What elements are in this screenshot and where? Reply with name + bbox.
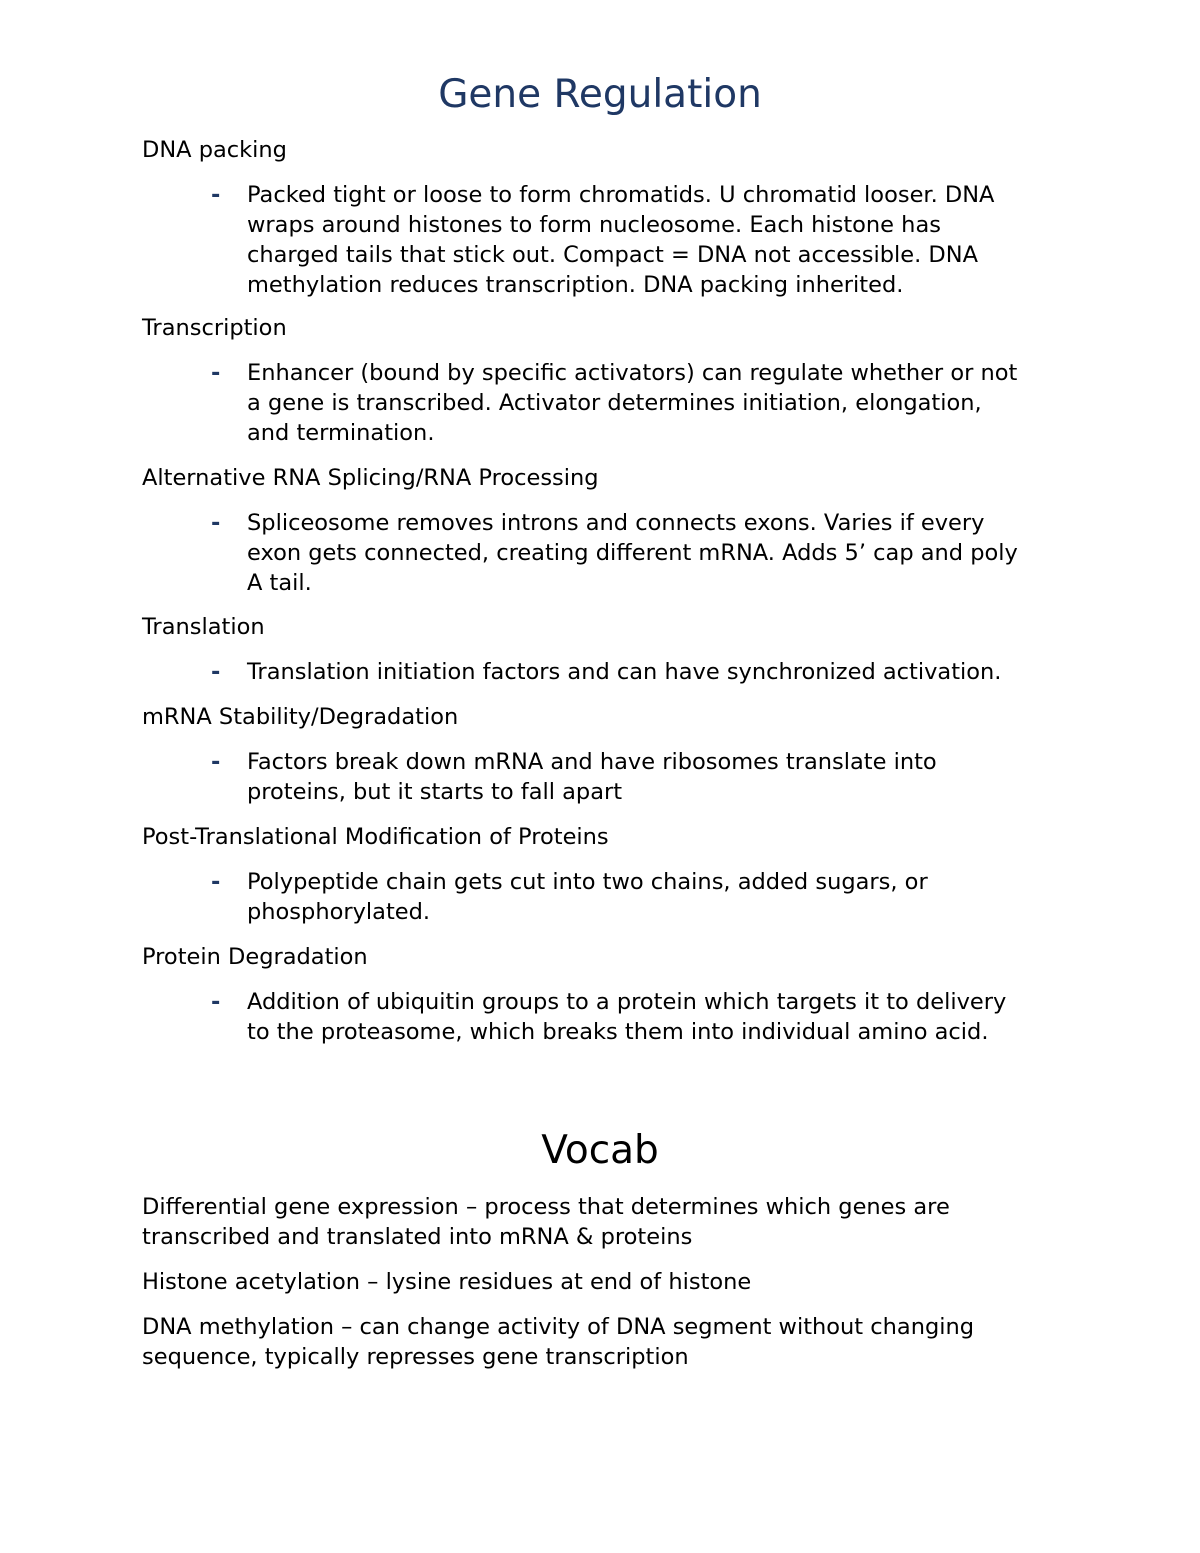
page-title: Gene Regulation: [438, 72, 762, 117]
bullet-marker: -: [211, 989, 221, 1015]
bullet-text: Polypeptide chain gets cut into two chains, added sugars, or phosphorylated.: [247, 869, 928, 925]
bullet-text: Packed tight or loose to form chromatids. U chromatid looser. DNA wraps around histones to form nucleosome. Each histone has charged tails that stick out. Compact = DNA not accessible. DNA methylation reduces transcription. DNA packing inherited.: [247, 182, 995, 298]
bullet-marker: -: [211, 182, 221, 208]
vocab-item-dna-methylation: DNA methylation – can change activity of DNA segment without changing sequence, typically represses gene transcription: [142, 1314, 975, 1370]
vocab-title: Vocab: [541, 1128, 659, 1173]
bullet-text: Translation initiation factors and can have synchronized activation.: [247, 659, 1002, 685]
bullet-marker: -: [211, 360, 221, 386]
vocab-item-differential-gene-expression: Differential gene expression – process that determines which genes are transcribed and translated into mRNA & proteins: [142, 1194, 950, 1250]
section-heading-transcription: Transcription: [142, 315, 287, 341]
bullet-marker: -: [211, 869, 221, 895]
bullet-text: Enhancer (bound by specific activators) can regulate whether or not a gene is transcribed. Activator determines initiation, elongation, and termination.: [247, 360, 1018, 446]
section-heading-dna-packing: DNA packing: [142, 137, 287, 163]
section-heading-post-translational: Post-Translational Modification of Proteins: [142, 824, 609, 850]
section-heading-protein-degradation: Protein Degradation: [142, 944, 368, 970]
bullet-marker: -: [211, 510, 221, 536]
vocab-item-histone-acetylation: Histone acetylation – lysine residues at end of histone: [142, 1269, 752, 1295]
section-heading-mrna-stability: mRNA Stability/Degradation: [142, 704, 459, 730]
bullet-marker: -: [211, 659, 221, 685]
bullet-text: Addition of ubiquitin groups to a protein which targets it to delivery to the proteasome, which breaks them into individual amino acid.: [247, 989, 1007, 1045]
bullet-text: Spliceosome removes introns and connects exons. Varies if every exon gets connected, creating different mRNA. Adds 5’ cap and poly A tail.: [247, 510, 1018, 596]
section-heading-rna-splicing: Alternative RNA Splicing/RNA Processing: [142, 465, 599, 491]
bullet-text: Factors break down mRNA and have ribosomes translate into proteins, but it starts to fall apart: [247, 749, 937, 805]
section-heading-translation: Translation: [142, 614, 265, 640]
bullet-marker: -: [211, 749, 221, 775]
